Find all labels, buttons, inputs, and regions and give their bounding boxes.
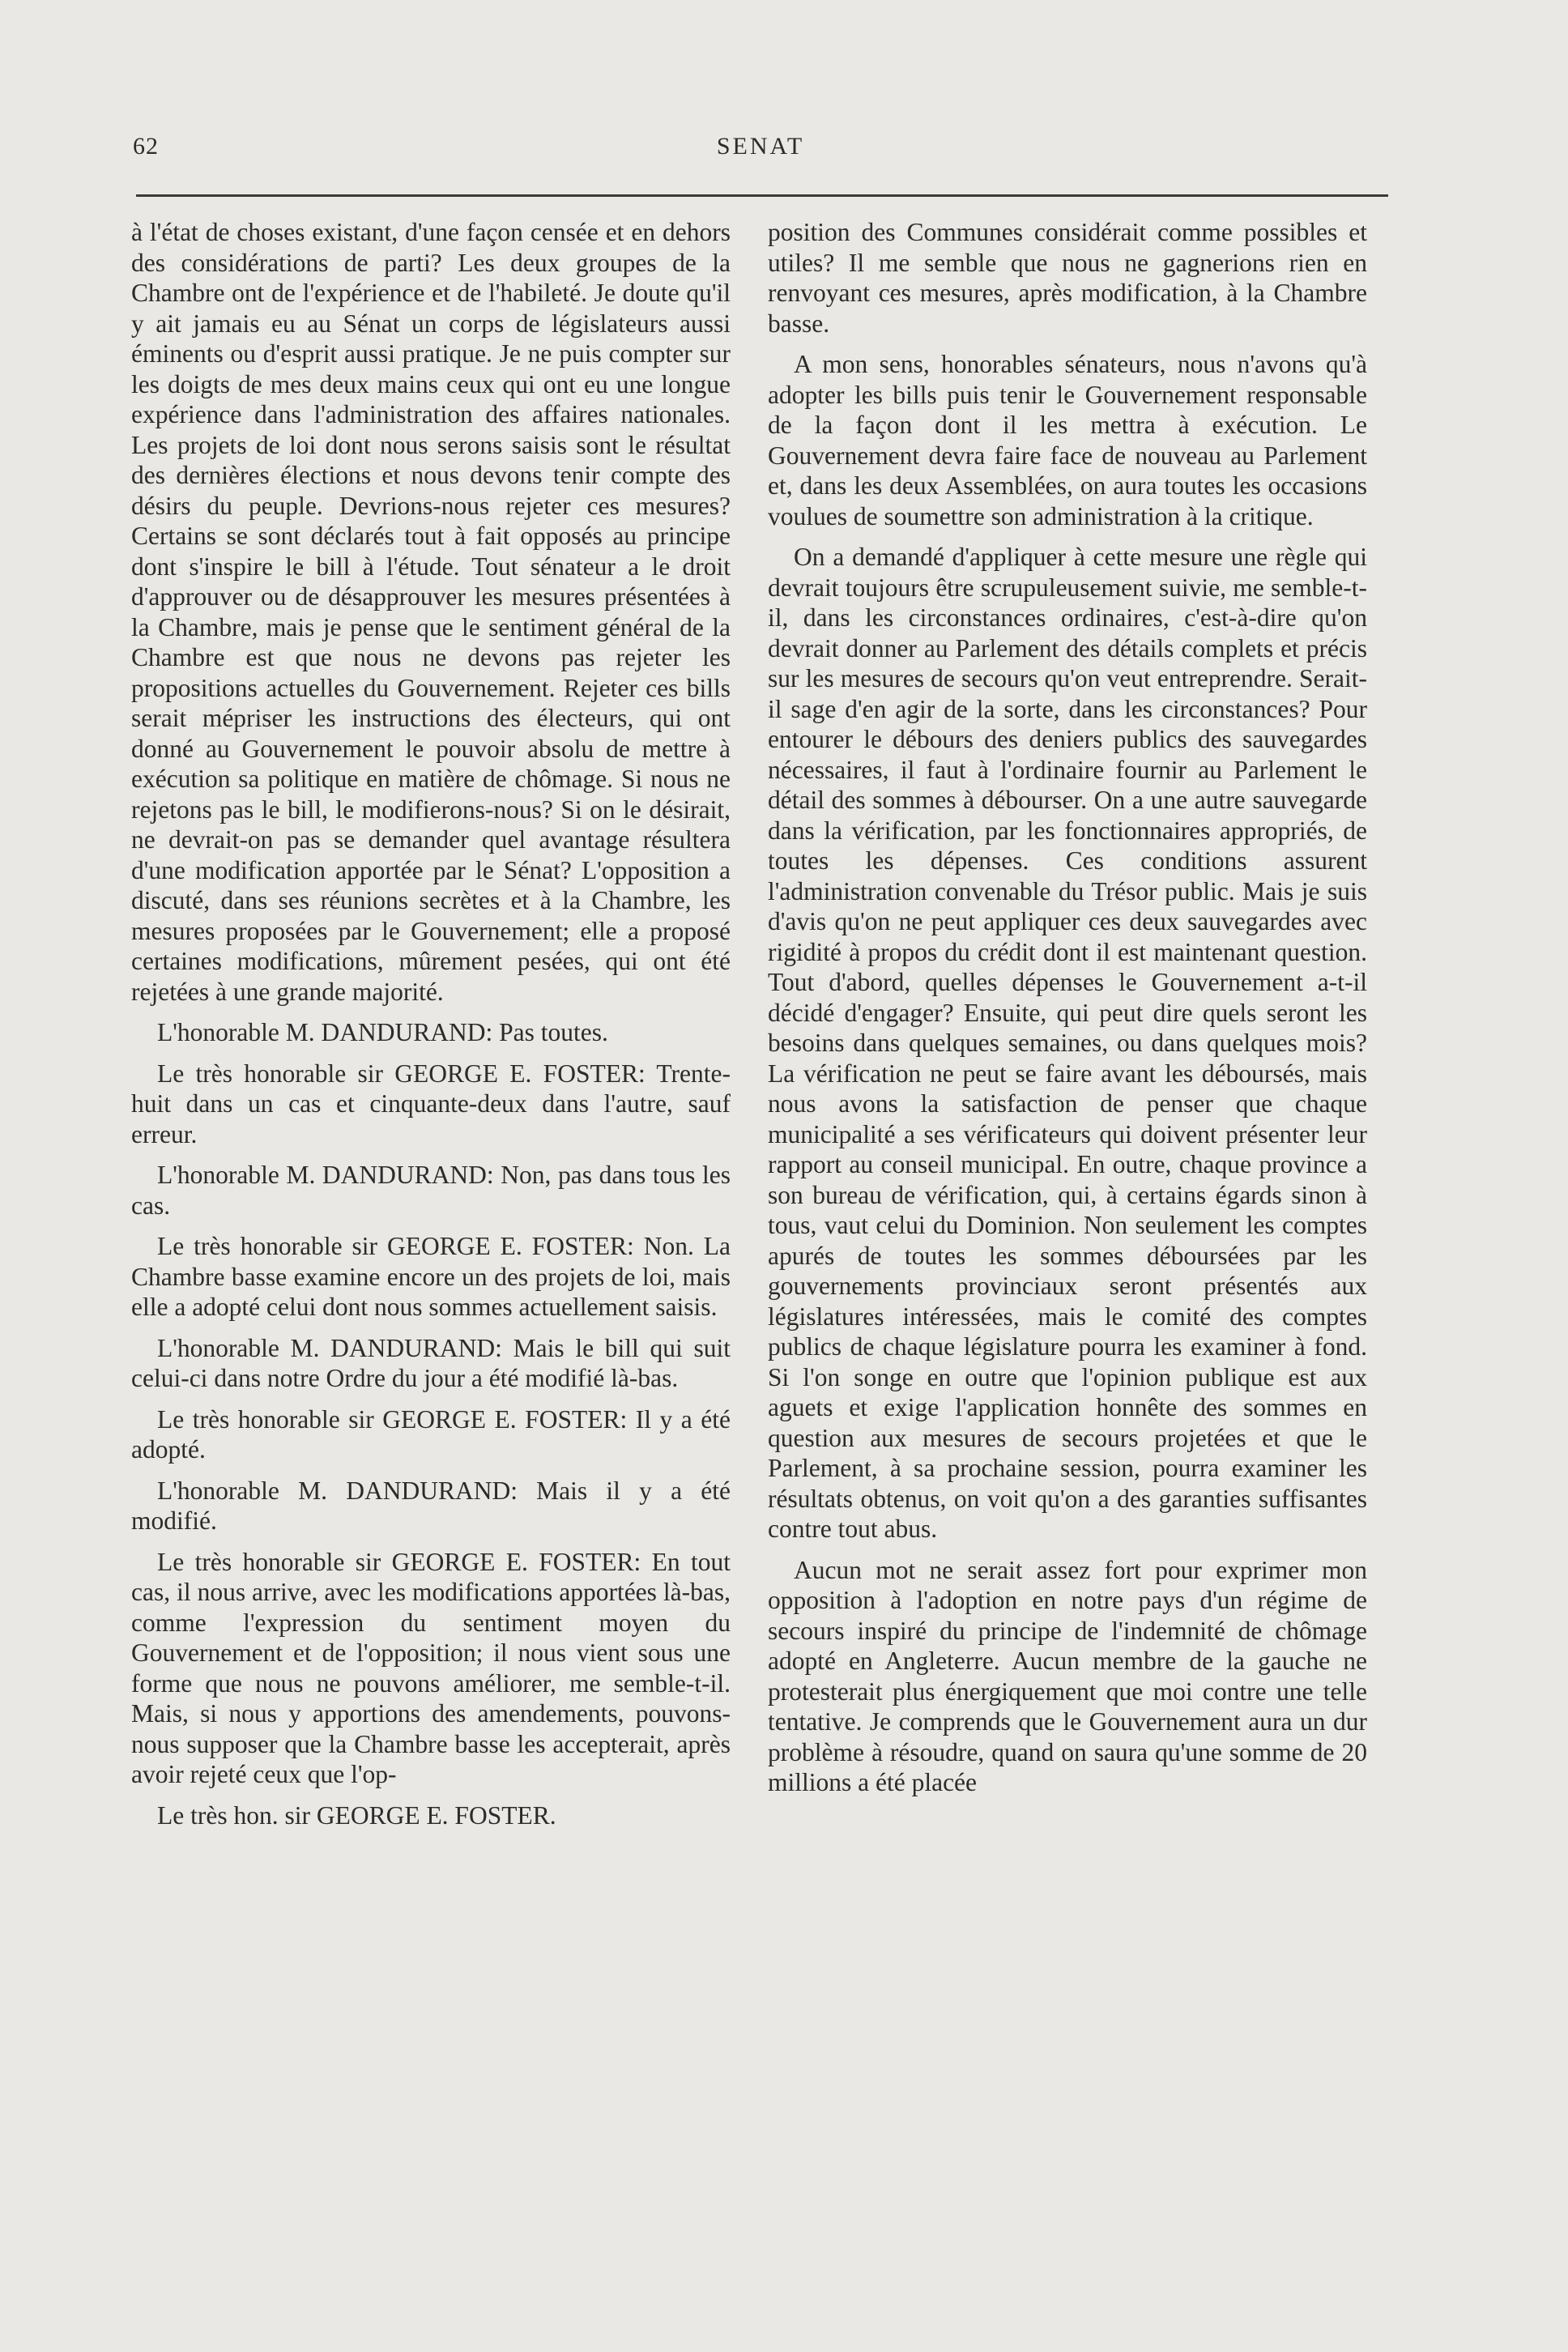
speaker-paragraph: Le très honorable sir GEORGE E. FOSTER: Trente-huit dans un cas et cinquante-deux dans l'autre, sauf erreur. [131, 1059, 731, 1148]
speaker-paragraph: L'honorable M. DANDURAND: Mais le bill qui suit celui-ci dans notre Ordre du jour a été modifié là-bas. [131, 1333, 731, 1392]
page-header [133, 133, 1388, 168]
header-rule [136, 194, 1388, 197]
paragraph: On a demandé d'appliquer à cette mesure une règle qui devrait toujours être scrupuleusement suivie, me semble-t-il, dans les circonstances ordinaires, c'est-à-dire qu'on devrait donner au Parlement des détails complets et précis sur les mesures de secours qu'on veut entreprendre. Serait-il sage d'en agir de la sorte, dans les circonstances? Pour entourer le débours des deniers publics des sauvegardes nécessaires, il faut à l'ordinaire fournir au Parlement le détail des sommes à débourser. On a une autre sauvegarde dans la vérification, par les fonctionnaires appropriés, de toutes les dépenses. Ces conditions assurent l'administration convenable du Trésor public. Mais je suis d'avis qu'on ne peut appliquer ces deux sauvegardes avec rigidité à propos du crédit dont il est maintenant question. Tout d'abord, quelles dépenses le Gouvernement a-t-il décidé d'engager? Ensuite, qui peut dire quels seront les besoins dans quelques semaines, ou dans quelques mois? La vérification ne peut se faire avant les déboursés, mais nous avons la satisfaction de penser que chaque municipalité a ses vérificateurs qui doivent présenter leur rapport au conseil municipal. En outre, chaque province a son bureau de vérification, qui, à certains égards sinon à tous, vaut celui du Dominion. Non seulement les comptes apurés de toutes les sommes déboursées par les gouvernements provinciaux seront présentés aux législatures intéressées, mais le comité des comptes publics de chaque législature pourra les examiner à fond. Si l'on songe en outre que l'opinion publique est aux aguets et exige l'application honnête des sommes en question aux mesures de secours projetées et que le Parlement, à sa prochaine session, pourra examiner les résultats obtenus, on voit qu'on a des garanties suffisantes contre tout abus. [768, 543, 1367, 1543]
paragraph: Aucun mot ne serait assez fort pour exprimer mon opposition à l'adoption en notre pays d'un régime de secours inspiré du principe de l'indemnité de chômage adopté en Angleterre. Aucun membre de la gauche ne protesterait plus énergiquement que moi contre une telle tentative. Je comprends que le Gouvernement aura un dur problème à résoudre, quand on saura qu'une somme de 20 millions a été placée [768, 1555, 1367, 1796]
speaker-paragraph: L'honorable M. DANDURAND: Mais il y a été modifié. [131, 1476, 731, 1535]
paragraph: à l'état de choses existant, d'une façon censée et en dehors des considérations de parti? Les deux groupes de la Chambre ont de l'expérience et de l'habileté. Je doute qu'il y ait jamais eu au Sénat un corps de législateurs aussi éminents ou d'esprit aussi pratique. Je ne puis compter sur les doigts de mes deux mains ceux qui ont eu une longue expérience dans l'administration des affaires nationales. Les projets de loi dont nous serons saisis sont le résultat des dernières élections et nous devons tenir compte des désirs du peuple. Devrions-nous rejeter ces mesures? Certains se sont déclarés tout à fait opposés au principe dont s'inspire le bill à l'étude. Tout sénateur a le droit d'approuver ou de désapprouver les mesures présentées à la Chambre, mais je pense que le sentiment général de la Chambre est que nous ne devons pas rejeter les propositions actuelles du Gouvernement. Rejeter ces bills serait mépriser les instructions des électeurs, qui ont donné au Gouvernement le pouvoir absolu de mettre à exécution sa politique en matière de chômage. Si nous ne rejetons pas le bill, le modifierons-nous? Si on le désirait, ne devrait-on pas se demander quel avantage résultera d'une modification apportée par le Sénat? L'opposition a discuté, dans ses réunions secrètes et à la Chambre, les mesures proposées par le Gouvernement; elle a proposé certaines modifications, mûrement pesées, qui ont été rejetées à une grande majorité. [131, 218, 731, 1006]
speaker-paragraph: L'honorable M. DANDURAND: Non, pas dans tous les cas. [131, 1161, 731, 1220]
right-column [768, 217, 1367, 1809]
speaker-paragraph: Le très honorable sir GEORGE E. FOSTER: En tout cas, il nous arrive, avec les modifications apportées là-bas, comme l'expression du sentiment moyen du Gouvernement et de l'opposition; il nous vient sous une forme que nous ne pouvons améliorer, me semble-t-il. Mais, si nous y apportions des amendements, pouvons-nous supposer que la Chambre basse les accepterait, après avoir rejeté ceux que l'op- [131, 1547, 731, 1788]
page-number: 62 [133, 133, 159, 160]
running-title: SENAT [716, 133, 805, 160]
paragraph: A mon sens, honorables sénateurs, nous n'avons qu'à adopter les bills puis tenir le Gouvernement responsable de la façon dont il les mettra à exécution. Le Gouvernement devra faire face de nouveau au Parlement et, dans les deux Assemblées, on aura toutes les occasions voulues de soumettre son administration à la critique. [768, 350, 1367, 530]
left-column [131, 217, 731, 1841]
speaker-paragraph: Le très honorable sir GEORGE E. FOSTER: Il y a été adopté. [131, 1404, 731, 1464]
speaker-paragraph: Le très honorable sir GEORGE E. FOSTER: Non. La Chambre basse examine encore un des projets de loi, mais elle a adopté celui dont nous sommes actuellement saisis. [131, 1232, 731, 1321]
speaker-trailer: Le très hon. sir GEORGE E. FOSTER. [157, 1800, 556, 1830]
speaker-paragraph: L'honorable M. DANDURAND: Pas toutes. [157, 1018, 608, 1046]
paragraph: position des Communes considérait comme possibles et utiles? Il me semble que nous ne gagnerions rien en renvoyant ces mesures, après modification, à la Chambre basse. [768, 218, 1367, 338]
